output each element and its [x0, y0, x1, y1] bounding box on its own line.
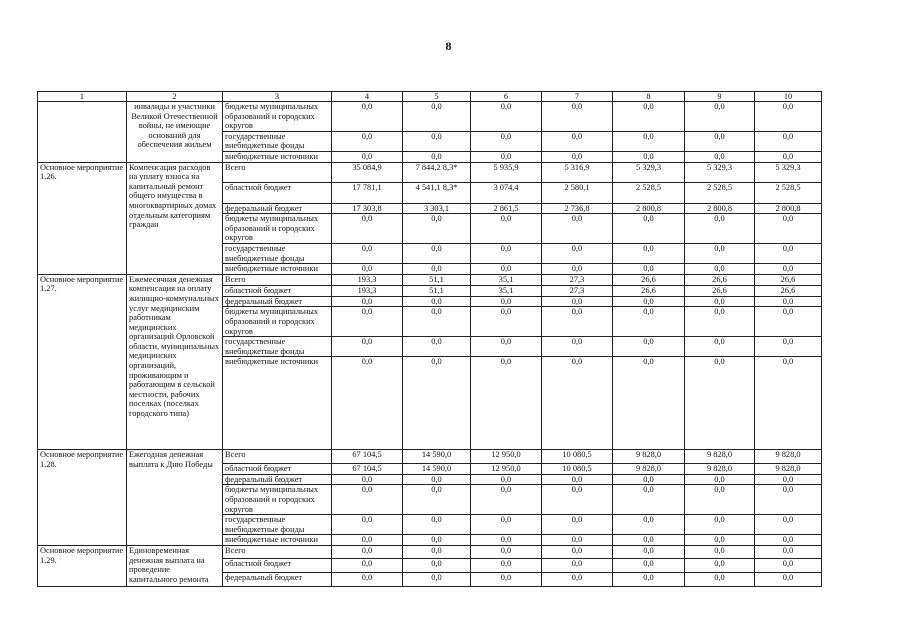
value-cell: 2 861,5: [471, 203, 542, 214]
value-cell: 7 844,2 8,3*: [403, 162, 471, 182]
value-cell: 0,0: [403, 337, 471, 357]
value-cell: 9 828,0: [685, 450, 755, 464]
column-number-8: 8: [613, 92, 685, 102]
value-cell: 0,0: [471, 102, 542, 132]
value-cell: 0,0: [542, 485, 613, 515]
value-cell: 0,0: [403, 573, 471, 587]
column-number-9: 9: [685, 92, 755, 102]
funding-source-cell: федеральный бюджет: [223, 573, 332, 587]
funding-source-cell: бюджеты муниципальных образований и городских округов: [223, 102, 332, 132]
value-cell: 17 781,1: [332, 182, 403, 203]
value-cell: 26,6: [613, 274, 685, 285]
value-cell: 0,0: [755, 264, 822, 275]
value-cell: 0,0: [471, 151, 542, 162]
value-cell: 26,6: [685, 285, 755, 296]
value-cell: 0,0: [685, 243, 755, 263]
value-cell: 0,0: [755, 559, 822, 573]
value-cell: 0,0: [471, 485, 542, 515]
funding-source-cell: областной бюджет: [223, 464, 332, 475]
description-cell: Ежегодная денежная выплата к Дню Победы: [127, 450, 223, 546]
value-cell: 0,0: [613, 214, 685, 244]
value-cell: 0,0: [403, 264, 471, 275]
value-cell: 0,0: [332, 337, 403, 357]
value-cell: 0,0: [471, 296, 542, 307]
value-cell: 0,0: [685, 357, 755, 450]
value-cell: 17 303,8: [332, 203, 403, 214]
value-cell: 0,0: [471, 357, 542, 450]
value-cell: 14 590,0: [403, 450, 471, 464]
table-row: [38, 162, 822, 182]
value-cell: 0,0: [613, 357, 685, 450]
value-cell: 0,0: [471, 535, 542, 546]
funding-source-cell: бюджеты муниципальных образований и городских округов: [223, 214, 332, 244]
value-cell: 0,0: [755, 485, 822, 515]
value-cell: 0,0: [332, 474, 403, 485]
table-row: [38, 546, 822, 559]
value-cell: 0,0: [403, 102, 471, 132]
column-number-1: 1: [38, 92, 127, 102]
value-cell: 0,0: [755, 151, 822, 162]
value-cell: 0,0: [332, 535, 403, 546]
value-cell: 193,3: [332, 285, 403, 296]
value-cell: 0,0: [403, 559, 471, 573]
value-cell: 0,0: [613, 337, 685, 357]
funding-source-cell: бюджеты муниципальных образований и городских округов: [223, 307, 332, 337]
value-cell: 0,0: [471, 131, 542, 151]
value-cell: 0,0: [542, 337, 613, 357]
value-cell: 0,0: [471, 546, 542, 559]
funding-source-cell: областной бюджет: [223, 182, 332, 203]
funding-source-cell: федеральный бюджет: [223, 296, 332, 307]
value-cell: 2 800,8: [755, 203, 822, 214]
column-number-5: 5: [403, 92, 471, 102]
value-cell: 0,0: [332, 573, 403, 587]
value-cell: 67 104,5: [332, 464, 403, 475]
value-cell: 0,0: [332, 559, 403, 573]
value-cell: 5 329,3: [755, 162, 822, 182]
value-cell: 0,0: [685, 102, 755, 132]
value-cell: 0,0: [332, 151, 403, 162]
value-cell: 0,0: [613, 307, 685, 337]
value-cell: 0,0: [542, 515, 613, 535]
value-cell: 0,0: [755, 515, 822, 535]
page-number: 8: [445, 39, 452, 53]
value-cell: 0,0: [685, 485, 755, 515]
value-cell: 9 828,0: [613, 464, 685, 475]
value-cell: 0,0: [613, 474, 685, 485]
column-number-4: 4: [332, 92, 403, 102]
funding-source-cell: Всего: [223, 450, 332, 464]
value-cell: 0,0: [471, 515, 542, 535]
value-cell: 0,0: [332, 485, 403, 515]
event-cell: Основное мероприятие 1.29.: [38, 546, 127, 587]
value-cell: 0,0: [755, 535, 822, 546]
funding-source-cell: государственные внебюджетные фонды: [223, 243, 332, 263]
value-cell: 0,0: [542, 243, 613, 263]
value-cell: 0,0: [755, 243, 822, 263]
funding-source-cell: федеральный бюджет: [223, 474, 332, 485]
value-cell: 2 580,1: [542, 182, 613, 203]
value-cell: 0,0: [755, 474, 822, 485]
value-cell: 12 950,0: [471, 450, 542, 464]
value-cell: 27,3: [542, 274, 613, 285]
value-cell: 51,1: [403, 285, 471, 296]
value-cell: 26,6: [755, 274, 822, 285]
value-cell: 0,0: [755, 214, 822, 244]
value-cell: 0,0: [332, 131, 403, 151]
funding-source-cell: Всего: [223, 274, 332, 285]
value-cell: 5 935,9: [471, 162, 542, 182]
value-cell: 0,0: [403, 474, 471, 485]
value-cell: 3 303,1: [403, 203, 471, 214]
value-cell: 2 800,8: [685, 203, 755, 214]
value-cell: 0,0: [613, 102, 685, 132]
value-cell: 0,0: [332, 515, 403, 535]
value-cell: 0,0: [755, 573, 822, 587]
value-cell: 0,0: [685, 535, 755, 546]
value-cell: 26,6: [613, 285, 685, 296]
value-cell: 14 590,0: [403, 464, 471, 475]
event-cell: Основное мероприятие 1.26.: [38, 162, 127, 274]
description-cell: Единовременная денежная выплата на проведение капитального ремонта: [127, 546, 223, 587]
table-row: [38, 102, 822, 132]
value-cell: 0,0: [685, 151, 755, 162]
funding-source-cell: внебюджетные источники: [223, 264, 332, 275]
value-cell: 0,0: [332, 264, 403, 275]
event-cell: [38, 102, 127, 163]
funding-source-cell: областной бюджет: [223, 559, 332, 573]
value-cell: 0,0: [613, 559, 685, 573]
value-cell: 5 329,3: [613, 162, 685, 182]
value-cell: 0,0: [403, 546, 471, 559]
value-cell: 2 800,8: [613, 203, 685, 214]
value-cell: 0,0: [755, 357, 822, 450]
value-cell: 35,1: [471, 274, 542, 285]
funding-source-cell: государственные внебюджетные фонды: [223, 131, 332, 151]
value-cell: 10 080,5: [542, 450, 613, 464]
value-cell: 0,0: [613, 546, 685, 559]
value-cell: 0,0: [542, 357, 613, 450]
column-number-10: 10: [755, 92, 822, 102]
description-cell: Компенсация расходов на уплату взноса на капитальный ремонт общего имущества в многоквартирных домах отдельным категориям граждан: [127, 162, 223, 274]
value-cell: 27,3: [542, 285, 613, 296]
description-cell: Ежемесячная денежная компенсация на оплату жилищно-коммунальных услуг медицинским работникам медицинских организаций Орловской области, муниципальных медицинских организаций, проживающим и работающим в сельской местности, рабочих поселках (поселках городского типа): [127, 274, 223, 450]
event-cell: Основное мероприятие 1.27.: [38, 274, 127, 450]
value-cell: 0,0: [755, 131, 822, 151]
funding-source-cell: Всего: [223, 162, 332, 182]
value-cell: 0,0: [755, 102, 822, 132]
value-cell: 9 828,0: [685, 464, 755, 475]
value-cell: 0,0: [332, 546, 403, 559]
value-cell: 0,0: [542, 535, 613, 546]
value-cell: 0,0: [542, 102, 613, 132]
value-cell: 0,0: [685, 559, 755, 573]
value-cell: 0,0: [332, 214, 403, 244]
value-cell: 0,0: [613, 485, 685, 515]
budget-table: [37, 91, 822, 587]
value-cell: 5 316,9: [542, 162, 613, 182]
value-cell: 0,0: [685, 573, 755, 587]
table-row: [38, 274, 822, 285]
value-cell: 0,0: [332, 296, 403, 307]
value-cell: 0,0: [613, 535, 685, 546]
value-cell: 67 104,5: [332, 450, 403, 464]
value-cell: 0,0: [332, 307, 403, 337]
value-cell: 0,0: [613, 573, 685, 587]
funding-source-cell: внебюджетные источники: [223, 357, 332, 450]
value-cell: 0,0: [542, 131, 613, 151]
value-cell: 0,0: [542, 573, 613, 587]
value-cell: 9 828,0: [755, 464, 822, 475]
value-cell: 0,0: [471, 573, 542, 587]
value-cell: 51,1: [403, 274, 471, 285]
value-cell: 0,0: [403, 243, 471, 263]
value-cell: 0,0: [471, 559, 542, 573]
value-cell: 0,0: [471, 214, 542, 244]
value-cell: 2 528,5: [685, 182, 755, 203]
value-cell: 0,0: [685, 546, 755, 559]
value-cell: 0,0: [613, 296, 685, 307]
value-cell: 26,6: [755, 285, 822, 296]
value-cell: 0,0: [613, 515, 685, 535]
value-cell: 0,0: [542, 264, 613, 275]
value-cell: 0,0: [613, 131, 685, 151]
value-cell: 9 828,0: [755, 450, 822, 464]
value-cell: 4 541,1 8,3*: [403, 182, 471, 203]
value-cell: 0,0: [685, 337, 755, 357]
event-cell: Основное мероприятие 1.28.: [38, 450, 127, 546]
value-cell: 0,0: [542, 307, 613, 337]
value-cell: 0,0: [542, 546, 613, 559]
value-cell: 0,0: [471, 243, 542, 263]
value-cell: 2 736,8: [542, 203, 613, 214]
value-cell: 0,0: [403, 131, 471, 151]
value-cell: 0,0: [403, 515, 471, 535]
value-cell: 9 828,0: [613, 450, 685, 464]
value-cell: 0,0: [542, 214, 613, 244]
value-cell: 0,0: [755, 307, 822, 337]
value-cell: 0,0: [332, 102, 403, 132]
value-cell: 0,0: [755, 337, 822, 357]
funding-source-cell: бюджеты муниципальных образований и городских округов: [223, 485, 332, 515]
value-cell: 35 084,9: [332, 162, 403, 182]
funding-source-cell: федеральный бюджет: [223, 203, 332, 214]
value-cell: 0,0: [613, 264, 685, 275]
value-cell: 0,0: [685, 307, 755, 337]
value-cell: 5 329,3: [685, 162, 755, 182]
value-cell: 0,0: [542, 474, 613, 485]
value-cell: 0,0: [685, 296, 755, 307]
value-cell: 0,0: [755, 296, 822, 307]
column-number-6: 6: [471, 92, 542, 102]
value-cell: 0,0: [471, 474, 542, 485]
value-cell: 0,0: [542, 296, 613, 307]
value-cell: 0,0: [403, 214, 471, 244]
value-cell: 0,0: [685, 264, 755, 275]
value-cell: 0,0: [613, 243, 685, 263]
value-cell: 0,0: [403, 151, 471, 162]
value-cell: 0,0: [685, 474, 755, 485]
value-cell: 0,0: [542, 151, 613, 162]
value-cell: 0,0: [685, 131, 755, 151]
value-cell: 0,0: [755, 546, 822, 559]
value-cell: 12 950,0: [471, 464, 542, 475]
value-cell: 0,0: [471, 337, 542, 357]
value-cell: 193,3: [332, 274, 403, 285]
funding-source-cell: внебюджетные источники: [223, 535, 332, 546]
value-cell: 0,0: [332, 243, 403, 263]
column-number-7: 7: [542, 92, 613, 102]
value-cell: 0,0: [471, 307, 542, 337]
value-cell: 0,0: [685, 515, 755, 535]
table-row: [38, 450, 822, 464]
funding-source-cell: Всего: [223, 546, 332, 559]
value-cell: 0,0: [403, 296, 471, 307]
funding-source-cell: внебюджетные источники: [223, 151, 332, 162]
value-cell: 35,1: [471, 285, 542, 296]
column-number-2: 2: [127, 92, 223, 102]
value-cell: 3 074,4: [471, 182, 542, 203]
value-cell: 2 528,5: [613, 182, 685, 203]
value-cell: 0,0: [403, 535, 471, 546]
funding-source-cell: государственные внебюджетные фонды: [223, 337, 332, 357]
value-cell: 0,0: [542, 559, 613, 573]
value-cell: 0,0: [403, 485, 471, 515]
value-cell: 26,6: [685, 274, 755, 285]
value-cell: 10 080,5: [542, 464, 613, 475]
description-cell: инвалиды и участники Великой Отечественной войны, не имеющие оснований для обеспечения жильем: [127, 102, 223, 163]
value-cell: 0,0: [471, 264, 542, 275]
column-number-3: 3: [223, 92, 332, 102]
value-cell: 2 528,5: [755, 182, 822, 203]
value-cell: 0,0: [613, 151, 685, 162]
funding-source-cell: государственные внебюджетные фонды: [223, 515, 332, 535]
funding-source-cell: областной бюджет: [223, 285, 332, 296]
value-cell: 0,0: [403, 307, 471, 337]
value-cell: 0,0: [685, 214, 755, 244]
header-row: [38, 92, 822, 102]
value-cell: 0,0: [403, 357, 471, 450]
value-cell: 0,0: [332, 357, 403, 450]
